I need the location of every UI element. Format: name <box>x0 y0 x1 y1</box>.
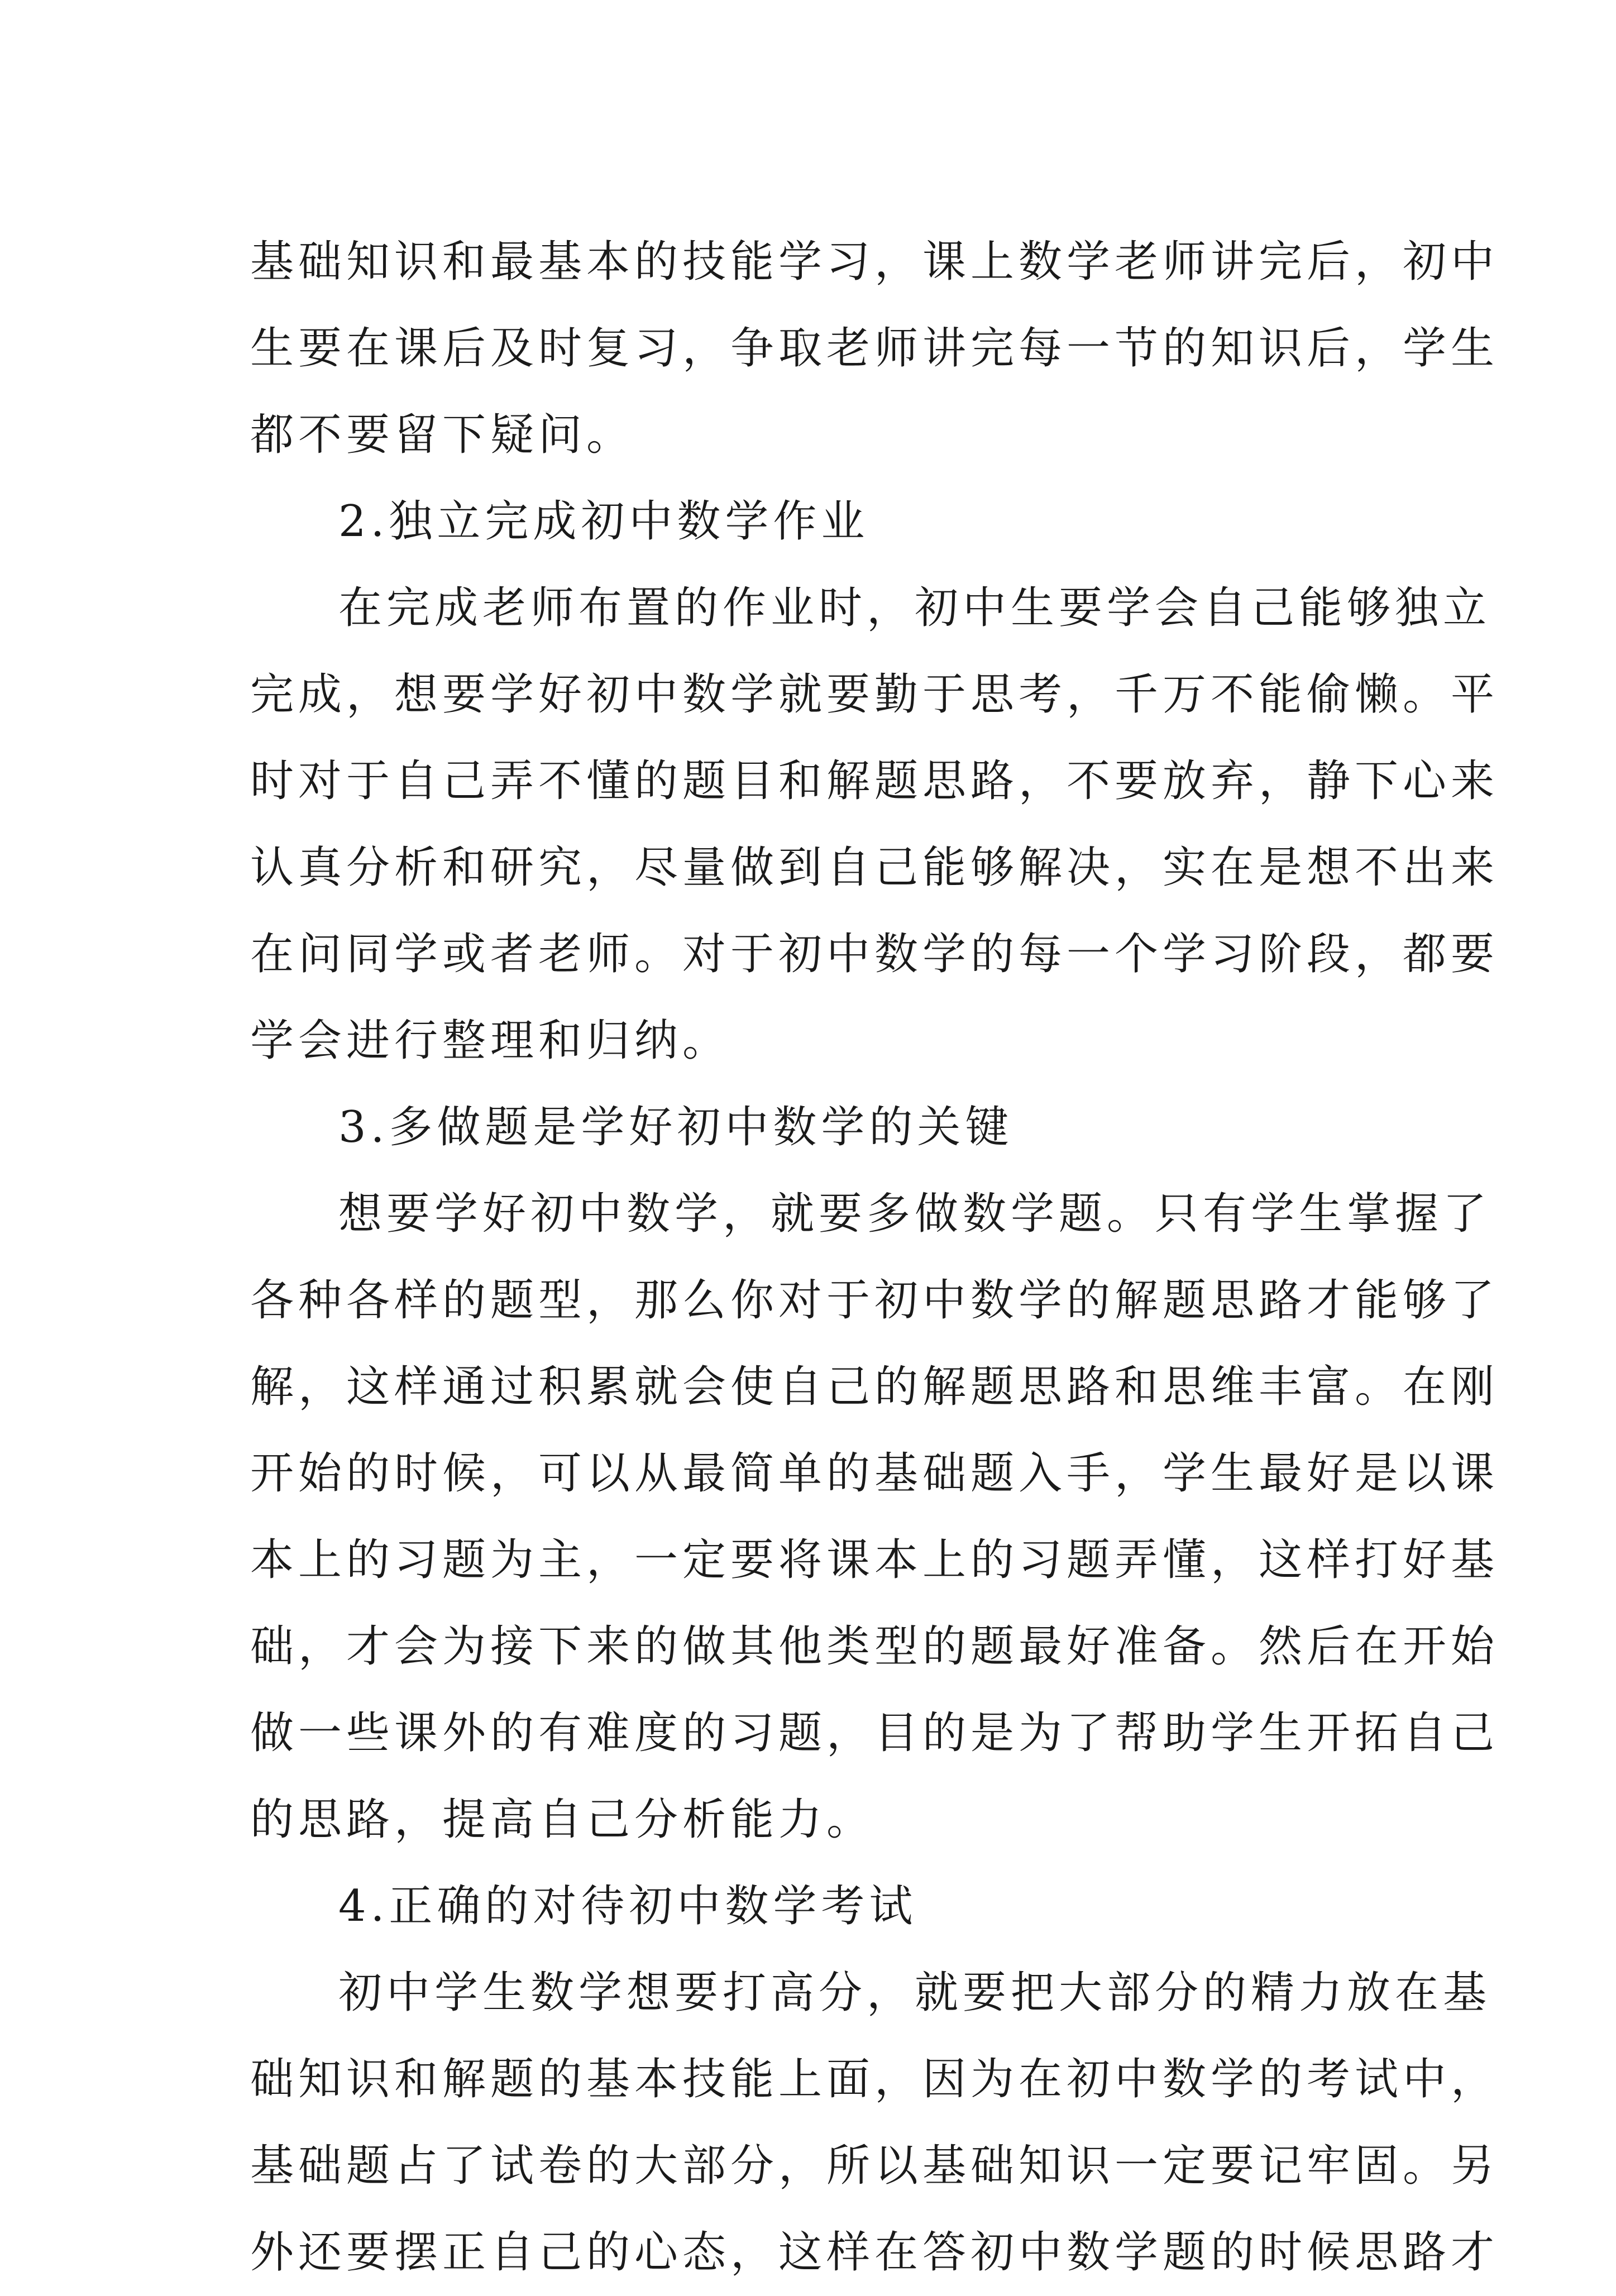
text-line: 都不要留下疑问。 <box>250 410 635 460</box>
text-line: 时对于自己弄不懂的题目和解题思路，不要放弃，静下心来 <box>250 756 1499 806</box>
section-heading: 4.正确的对待初中数学考试 <box>338 1881 917 1931</box>
text-line: 解，这样通过积累就会使自己的解题思路和思维丰富。在刚 <box>250 1362 1499 1412</box>
text-line: 的思路，提高自己分析能力。 <box>250 1795 875 1845</box>
text-line: 各种各样的题型，那么你对于初中数学的解题思路才能够了 <box>250 1275 1499 1326</box>
text-line: 基础题占了试卷的大部分，所以基础知识一定要记牢固。另 <box>250 2141 1499 2191</box>
section-heading: 2.独立完成初中数学作业 <box>338 496 869 547</box>
text-line: 完成，想要学好初中数学就要勤于思考，千万不能偷懒。平 <box>250 669 1499 720</box>
text-line: 外还要摆正自己的心态，这样在答初中数学题的时候思路才 <box>250 2227 1499 2278</box>
text-line: 生要在课后及时复习，争取老师讲完每一节的知识后，学生 <box>250 323 1499 374</box>
body-text <box>250 219 1499 2296</box>
text-line: 在问同学或者老师。对于初中数学的每一个学习阶段，都要 <box>250 929 1499 979</box>
text-line: 想要学好初中数学，就要多做数学题。只有学生掌握了 <box>338 1189 1491 1239</box>
text-line: 础知识和解题的基本技能上面，因为在初中数学的考试中， <box>250 2054 1499 2104</box>
text-line: 学会进行整理和归纳。 <box>250 1016 731 1066</box>
section-heading: 3.多做题是学好初中数学的关键 <box>338 1102 1013 1152</box>
text-line: 开始的时候，可以从最简单的基础题入手，学生最好是以课 <box>250 1448 1499 1499</box>
text-line: 初中学生数学想要打高分，就要把大部分的精力放在基 <box>338 1968 1491 2018</box>
text-line: 础，才会为接下来的做其他类型的题最好准备。然后在开始 <box>250 1621 1499 1672</box>
text-line: 认真分析和研究，尽量做到自己能够解决，实在是想不出来 <box>250 843 1499 893</box>
text-line: 做一些课外的有难度的习题，目的是为了帮助学生开拓自己 <box>250 1708 1499 1758</box>
text-line: 基础知识和最基本的技能学习，课上数学老师讲完后，初中 <box>250 237 1499 287</box>
text-line: 在完成老师布置的作业时，初中生要学会自己能够独立 <box>338 583 1491 633</box>
text-line: 本上的习题为主，一定要将课本上的习题弄懂，这样打好基 <box>250 1535 1499 1585</box>
